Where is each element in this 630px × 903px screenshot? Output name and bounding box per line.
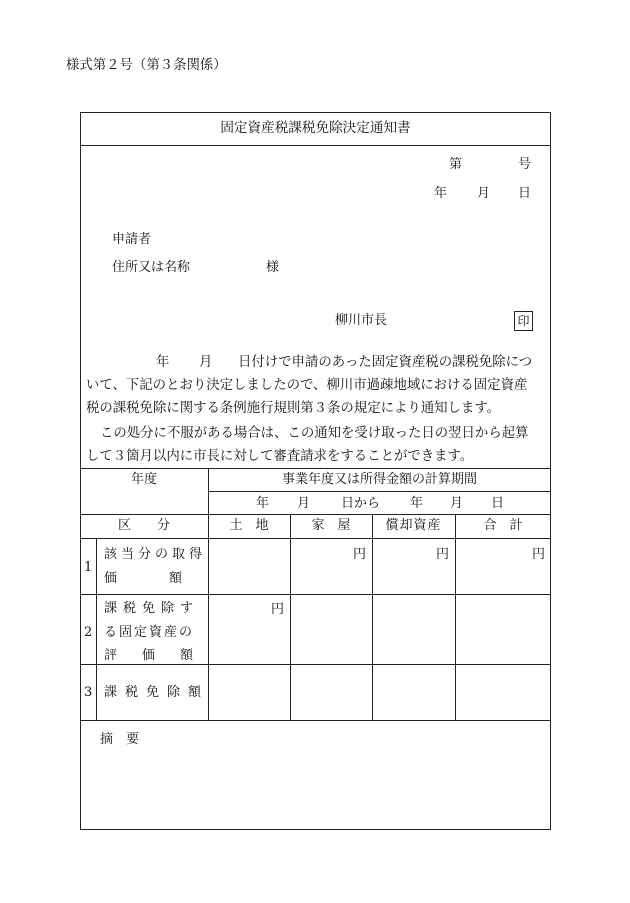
honorific: 様 — [266, 260, 280, 275]
doc-no-go: 号 — [518, 157, 532, 172]
divider-title — [80, 145, 551, 146]
row1-label-1: 該当分の取得 — [104, 547, 207, 562]
notice-month: 月 — [199, 355, 213, 370]
date-month: 月 — [477, 186, 491, 201]
remarks-label: 摘 要 — [100, 732, 140, 747]
col-divider-kubun — [208, 468, 209, 720]
row2-yen-land: 円 — [271, 602, 285, 617]
period-month-1: 月 — [297, 496, 311, 511]
seal-mark: 印 — [514, 311, 533, 331]
col-land: 土 地 — [229, 518, 269, 533]
divider-remarks — [80, 720, 551, 721]
col-total: 合 計 — [483, 518, 523, 533]
page-title: 固定資産税課税免除決定通知書 — [220, 120, 411, 136]
col-house: 家 屋 — [311, 518, 351, 533]
year-header: 年度 — [130, 472, 157, 487]
divider-header — [80, 514, 551, 515]
form-number: 様式第２号（第３条関係） — [66, 58, 227, 73]
period-header: 事業年度又は所得金額の計算期間 — [281, 472, 477, 487]
notice-line4: この処分に不服がある場合は、この通知を受け取った日の翌日から起算 — [100, 426, 529, 441]
row2-num: 2 — [84, 625, 93, 640]
divider-row2 — [80, 594, 551, 595]
notice-line1: 日付けで申請のあった固定資産税の課税免除につ — [238, 355, 533, 370]
form-frame — [80, 112, 551, 830]
divider-period — [208, 491, 551, 492]
col-divider-house — [372, 514, 373, 720]
row2-label-1: 課税免除す — [104, 601, 200, 616]
notice-line2: いて、下記のとおり決定しましたので、柳川市過疎地域における固定資産 — [86, 378, 528, 393]
issuer-name: 柳川市長 — [335, 313, 388, 328]
period-year-1: 年 — [256, 496, 270, 511]
divider-table-top — [80, 468, 551, 469]
date-year: 年 — [434, 186, 448, 201]
row1-yen-depreciable: 円 — [436, 547, 450, 562]
col-divider-depreciable — [455, 514, 456, 720]
notice-line3: 税の課税免除に関する条例施行規則第３条の規定により通知します。 — [86, 401, 501, 416]
doc-no-dai: 第 — [449, 157, 463, 172]
divider-row1 — [80, 538, 551, 539]
notice-year: 年 — [156, 355, 170, 370]
date-day: 日 — [518, 186, 532, 201]
col-kubun: 区 分 — [117, 518, 170, 533]
row3-label-1: 課税免除額 — [104, 685, 210, 700]
row3-num: 3 — [84, 685, 93, 700]
notice-line5: して３箇月以内に市長に対して審査請求をすることができます。 — [86, 449, 474, 464]
period-year-2: 年 — [410, 496, 424, 511]
row1-num: 1 — [84, 560, 93, 575]
address-label: 住所又は名称 — [112, 260, 191, 275]
col-depreciable: 償却資産 — [385, 518, 442, 533]
period-day-from: 日から — [341, 496, 381, 511]
row2-label-3: 評 価 額 — [104, 648, 200, 663]
col-divider-num — [96, 538, 97, 720]
period-day-2: 日 — [491, 496, 505, 511]
row1-yen-house: 円 — [353, 547, 367, 562]
row2-label-2: る固定資産の — [104, 625, 195, 640]
divider-row3 — [80, 664, 551, 665]
col-divider-land — [290, 514, 291, 720]
row1-label-2: 価 額 — [104, 571, 183, 586]
row1-yen-total: 円 — [532, 547, 546, 562]
applicant-label: 申請者 — [112, 232, 152, 247]
period-month-2: 月 — [450, 496, 464, 511]
